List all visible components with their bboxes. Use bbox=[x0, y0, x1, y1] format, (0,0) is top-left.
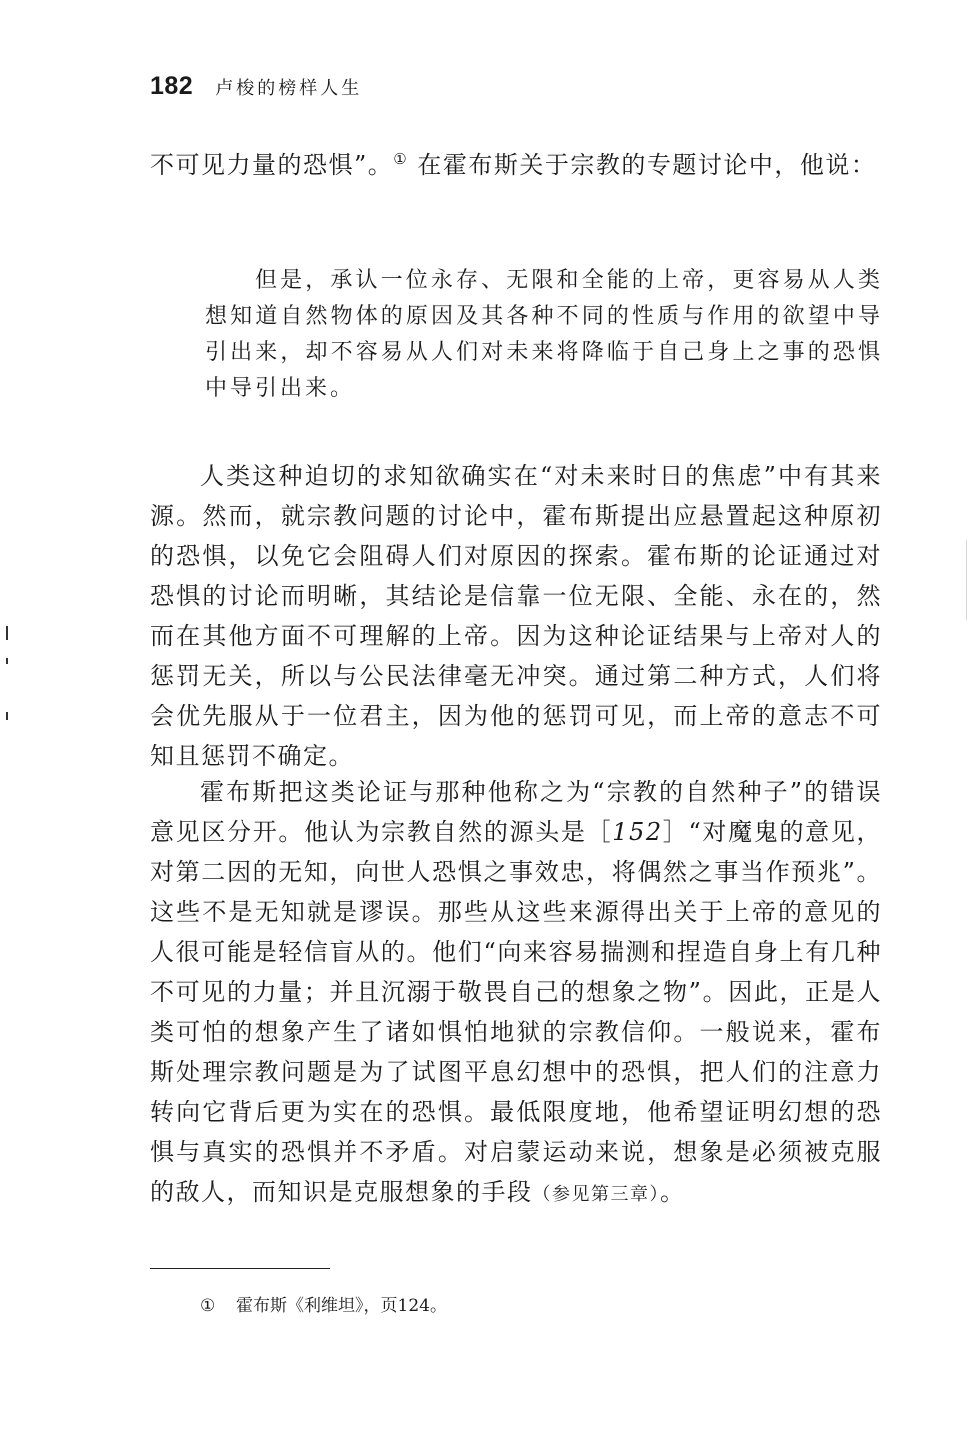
page-number: 182 bbox=[150, 72, 194, 100]
paragraph-1-text-b: 在霍布斯关于宗教的专题讨论中，他说： bbox=[417, 151, 877, 179]
page-reference: 152 bbox=[612, 818, 663, 846]
footnote-marker: ① bbox=[200, 1296, 216, 1316]
scan-edge-line bbox=[966, 540, 967, 620]
paragraph-1 bbox=[150, 145, 882, 185]
paragraph-3-text-b: ］“对魔鬼的意见，对第二因的无知，向世人恐惧之事效忠，将偶然之事当作预兆”。这些不是无知就是谬误。那些从这些来源得出关于上帝的意见的人很可能是轻信盲从的。他们“向来容易揣测和捏造自身上有几种不可见的力量；并且沉溺于敬畏自己的想象之物”。因此，正是人类可怕的想象产生了诸如惧怕地狱的宗教信仰。一般说来，霍布斯处理宗教问题是为了试图平息幻想中的恐惧，把人们的注意力转向它背后更为实在的恐惧。最低限度地，他希望证明幻想的恐惧与真实的恐惧并不矛盾。对启蒙运动来说，想象是必须被克服的敌人，而知识是克服想象的手段 bbox=[150, 818, 882, 1206]
scan-mark bbox=[6, 658, 8, 664]
paragraph-1-text-a: 不可见力量的恐惧”。 bbox=[150, 151, 394, 179]
scan-mark bbox=[6, 712, 8, 720]
page-header bbox=[150, 72, 362, 112]
footnote-reference[interactable]: ① bbox=[393, 150, 409, 168]
running-title: 卢梭的榜样人生 bbox=[215, 78, 363, 99]
chapter-reference: （参见第三章） bbox=[532, 1184, 660, 1205]
paragraph-3-text-d: 。 bbox=[660, 1178, 686, 1206]
footnote-text: 霍布斯《利维坦》，页124。 bbox=[236, 1296, 447, 1316]
footnote bbox=[200, 1293, 447, 1319]
scan-mark bbox=[6, 626, 8, 640]
footnote-divider bbox=[150, 1268, 330, 1269]
paragraph-3-text-a: 霍布斯把这类论证与那种他称之为“宗教的自然种子”的错误意见区分开。他认为宗教自然的源头是［ bbox=[150, 778, 882, 846]
paragraph-2: 人类这种迫切的求知欲确实在“对未来时日的焦虑”中有其来源。然而，就宗教问题的讨论中，霍布斯提出应悬置起这种原初的恐惧，以免它会阻碍人们对原因的探索。霍布斯的论证通过对恐惧的讨论而明晰，其结论是信靠一位无限、全能、永在的，然而在其他方面不可理解的上帝。因为这种论证结果与上帝对人的惩罚无关，所以与公民法律毫无冲突。通过第二种方式，人们将会优先服从于一位君主，因为他的惩罚可见，而上帝的意志不可知且惩罚不确定。 bbox=[150, 462, 882, 770]
paragraph-3 bbox=[150, 772, 882, 1215]
block-quote: 但是，承认一位永存、无限和全能的上帝，更容易从人类想知道自然物体的原因及其各种不同的性质与作用的欲望中导引出来，却不容易从人们对未来将降临于自己身上之事的恐惧中导引出来。 bbox=[205, 268, 883, 401]
